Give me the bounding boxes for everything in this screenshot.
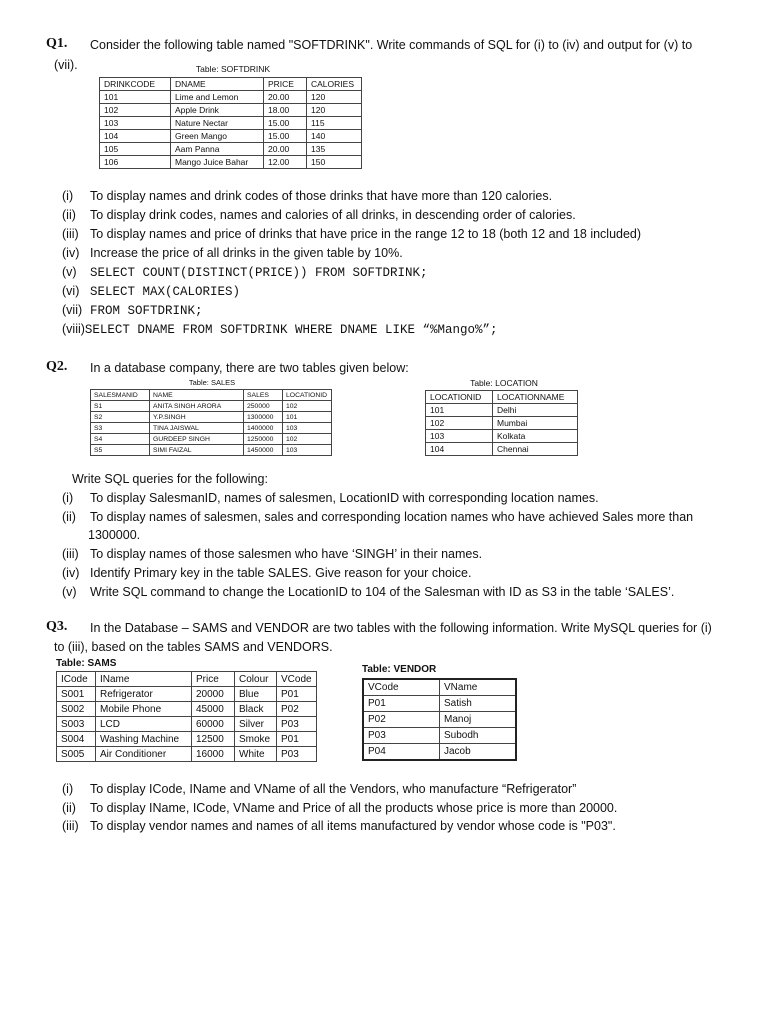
table-cell: GURDEEP SINGH xyxy=(150,434,244,445)
item-text: To display drink codes, names and calories of all drinks, in descending order of calories. xyxy=(90,208,576,222)
item-text: Write SQL command to change the LocationID to 104 of the Salesman with ID as S3 in the table ‘SALES’. xyxy=(90,585,675,599)
softdrink-table xyxy=(99,77,362,169)
table-cell: 104 xyxy=(426,443,493,456)
table-cell: P01 xyxy=(363,696,440,712)
item-label: (vi) xyxy=(62,284,80,298)
table-cell: 45000 xyxy=(192,702,235,717)
table-cell: 101 xyxy=(283,412,332,423)
table-row xyxy=(100,143,362,156)
table-header-row xyxy=(57,672,317,687)
table-row xyxy=(426,404,578,417)
q1-item-4 xyxy=(62,244,403,262)
q3-number: Q3. xyxy=(46,619,68,634)
table-cell: S5 xyxy=(91,445,150,456)
table-cell: S4 xyxy=(91,434,150,445)
table-cell: 1250000 xyxy=(244,434,283,445)
table-cell: TINA JAISWAL xyxy=(150,423,244,434)
table-cell: S001 xyxy=(57,687,96,702)
table-cell: Jacob xyxy=(440,744,517,761)
table-cell: ANITA SINGH ARORA xyxy=(150,401,244,412)
table-cell: 1300000 xyxy=(244,412,283,423)
q1-item-6 xyxy=(62,282,240,301)
table-cell: Apple Drink xyxy=(171,104,264,117)
q3-item-3 xyxy=(62,817,616,835)
table-cell: 115 xyxy=(307,117,362,130)
table-cell: 102 xyxy=(283,401,332,412)
column-header: SALESMANID xyxy=(91,390,150,401)
q1-item-5 xyxy=(62,263,428,282)
table-cell: 1450000 xyxy=(244,445,283,456)
q2-item-2-continued xyxy=(88,526,140,544)
item-text: To display names and price of drinks that have price in the range 12 to 18 (both 12 and 18 included) xyxy=(90,227,642,241)
location-table-title: Table: LOCATION xyxy=(470,378,538,388)
table-cell: S005 xyxy=(57,747,96,762)
table-cell: Mobile Phone xyxy=(96,702,192,717)
q2-item-3 xyxy=(62,545,482,563)
item-text: 1300000. xyxy=(88,528,141,542)
item-text: To display IName, ICode, VName and Price of all the products whose price is more than 20000. xyxy=(90,801,618,815)
table-cell: 102 xyxy=(100,104,171,117)
table-cell: Mumbai xyxy=(493,417,578,430)
column-header: LOCATIONNAME xyxy=(493,391,578,404)
item-text: FROM SOFTDRINK; xyxy=(90,304,203,318)
q3-intro-line1: In the Database – SAMS and VENDOR are two tables with the following information. Write MySQL queries for (i) xyxy=(90,621,712,635)
item-text: To display names of salesmen, sales and corresponding location names who have achieved Sales more than xyxy=(90,510,694,524)
table-cell: Delhi xyxy=(493,404,578,417)
table-row xyxy=(57,717,317,732)
column-header: VCode xyxy=(363,679,440,696)
item-label: (iii) xyxy=(62,819,79,833)
table-cell: 120 xyxy=(307,104,362,117)
column-header: IName xyxy=(96,672,192,687)
item-label: (ii) xyxy=(62,208,76,222)
table-row xyxy=(363,712,516,728)
table-cell: P03 xyxy=(277,717,317,732)
table-cell: S2 xyxy=(91,412,150,423)
table-cell: Silver xyxy=(235,717,277,732)
table-cell: 20.00 xyxy=(264,91,307,104)
table-cell: S002 xyxy=(57,702,96,717)
table-cell: P04 xyxy=(363,744,440,761)
table-cell: 103 xyxy=(426,430,493,443)
q2-item-5 xyxy=(62,583,674,601)
table-cell: P03 xyxy=(277,747,317,762)
table-header-row xyxy=(91,390,332,401)
table-cell: 16000 xyxy=(192,747,235,762)
table-cell: Manoj xyxy=(440,712,517,728)
table-cell: 18.00 xyxy=(264,104,307,117)
column-header: ICode xyxy=(57,672,96,687)
table-row xyxy=(100,91,362,104)
item-label: (ii) xyxy=(62,510,76,524)
item-label: (viii) xyxy=(62,322,85,336)
table-cell: 150 xyxy=(307,156,362,169)
table-row xyxy=(426,443,578,456)
q1-intro-line1: Consider the following table named "SOFTDRINK". Write commands of SQL for (i) to (iv) and output for (v) to xyxy=(90,38,693,52)
column-header: DNAME xyxy=(171,78,264,91)
column-header: PRICE xyxy=(264,78,307,91)
column-header: NAME xyxy=(150,390,244,401)
item-label: (i) xyxy=(62,782,74,796)
q1-item-1 xyxy=(62,187,552,205)
table-cell: 12500 xyxy=(192,732,235,747)
vendor-table-title: Table: VENDOR xyxy=(362,664,437,675)
table-cell: S004 xyxy=(57,732,96,747)
table-row xyxy=(57,732,317,747)
table-cell: Kolkata xyxy=(493,430,578,443)
table-header-row xyxy=(363,679,516,696)
table-cell: 102 xyxy=(426,417,493,430)
table-cell: 103 xyxy=(283,445,332,456)
table-cell: S1 xyxy=(91,401,150,412)
table-row xyxy=(100,117,362,130)
table-cell: Lime and Lemon xyxy=(171,91,264,104)
table-row xyxy=(91,434,332,445)
item-label: (ii) xyxy=(62,801,76,815)
table-cell: Black xyxy=(235,702,277,717)
table-cell: 12.00 xyxy=(264,156,307,169)
table-cell: SIMI FAIZAL xyxy=(150,445,244,456)
table-cell: Y.P.SINGH xyxy=(150,412,244,423)
table-header-row xyxy=(426,391,578,404)
item-text: To display names and drink codes of those drinks that have more than 120 calories. xyxy=(90,189,553,203)
item-label: (i) xyxy=(62,491,74,505)
q3-item-2 xyxy=(62,799,617,817)
table-cell: Mango Juice Bahar xyxy=(171,156,264,169)
item-label: (iii) xyxy=(62,547,79,561)
q2-item-1 xyxy=(62,489,599,507)
item-text: Increase the price of all drinks in the given table by 10%. xyxy=(90,246,403,260)
q3-intro-line2: to (iii), based on the tables SAMS and VENDORS. xyxy=(54,640,333,654)
table-cell: 103 xyxy=(283,423,332,434)
vendor-table xyxy=(362,678,517,761)
table-cell: P01 xyxy=(277,687,317,702)
table-row xyxy=(100,130,362,143)
column-header: CALORIES xyxy=(307,78,362,91)
table-row xyxy=(426,430,578,443)
q1-number: Q1. xyxy=(46,36,68,51)
table-cell: 101 xyxy=(100,91,171,104)
table-cell: Air Conditioner xyxy=(96,747,192,762)
table-cell: 102 xyxy=(283,434,332,445)
table-cell: 105 xyxy=(100,143,171,156)
table-cell: 120 xyxy=(307,91,362,104)
table-cell: 20.00 xyxy=(264,143,307,156)
table-cell: Smoke xyxy=(235,732,277,747)
column-header: VName xyxy=(440,679,517,696)
table-cell: 15.00 xyxy=(264,130,307,143)
column-header: DRINKCODE xyxy=(100,78,171,91)
item-text: To display SalesmanID, names of salesmen, LocationID with corresponding location names. xyxy=(90,491,599,505)
item-label: (iv) xyxy=(62,566,80,580)
table-row xyxy=(57,702,317,717)
table-cell: 140 xyxy=(307,130,362,143)
q1-item-3 xyxy=(62,225,641,243)
item-text: SELECT DNAME FROM SOFTDRINK WHERE DNAME LIKE “%Mango%”; xyxy=(84,323,498,337)
table-cell: 1400000 xyxy=(244,423,283,434)
item-label: (v) xyxy=(62,265,77,279)
table-cell: Subodh xyxy=(440,728,517,744)
table-row xyxy=(100,104,362,117)
table-row xyxy=(91,412,332,423)
table-cell: Satish xyxy=(440,696,517,712)
table-cell: 15.00 xyxy=(264,117,307,130)
table-row xyxy=(363,696,516,712)
q2-intro: In a database company, there are two tables given below: xyxy=(90,361,409,375)
item-label: (iv) xyxy=(62,246,80,260)
table-row xyxy=(57,687,317,702)
table-header-row xyxy=(100,78,362,91)
q2-item-4 xyxy=(62,564,471,582)
item-text: SELECT COUNT(DISTINCT(PRICE)) FROM SOFTDRINK; xyxy=(90,266,428,280)
table-cell: Washing Machine xyxy=(96,732,192,747)
table-cell: P02 xyxy=(277,702,317,717)
table-row xyxy=(91,401,332,412)
item-label: (vii) xyxy=(62,303,83,317)
table-cell: 135 xyxy=(307,143,362,156)
sams-table xyxy=(56,671,317,762)
sales-table-title: Table: SALES xyxy=(188,378,236,387)
column-header: Price xyxy=(192,672,235,687)
table-cell: White xyxy=(235,747,277,762)
table-row xyxy=(100,156,362,169)
table-row xyxy=(426,417,578,430)
item-label: (iii) xyxy=(62,227,79,241)
table-cell: Chennai xyxy=(493,443,578,456)
table-cell: 20000 xyxy=(192,687,235,702)
item-text: To display vendor names and names of all items manufactured by vendor whose code is "P03". xyxy=(90,819,616,833)
table-cell: Green Mango xyxy=(171,130,264,143)
table-cell: 101 xyxy=(426,404,493,417)
table-cell: Blue xyxy=(235,687,277,702)
table-row xyxy=(363,744,516,761)
q1-item-2 xyxy=(62,206,576,224)
q2-write-queries: Write SQL queries for the following: xyxy=(72,472,268,486)
table-cell: 104 xyxy=(100,130,171,143)
item-label: (v) xyxy=(62,585,77,599)
q1-intro-line2: (vii). xyxy=(54,58,78,72)
table-row xyxy=(57,747,317,762)
column-header: VCode xyxy=(277,672,317,687)
q3-item-1 xyxy=(62,780,576,798)
table-row xyxy=(91,445,332,456)
table-cell: 60000 xyxy=(192,717,235,732)
table-row xyxy=(91,423,332,434)
item-text: To display ICode, IName and VName of all the Vendors, who manufacture “Refrigerator” xyxy=(90,782,577,796)
table-cell: Aam Panna xyxy=(171,143,264,156)
column-header: LOCATIONID xyxy=(426,391,493,404)
item-label: (i) xyxy=(62,189,74,203)
table-cell: Refrigerator xyxy=(96,687,192,702)
q1-item-7 xyxy=(62,301,203,320)
table-row xyxy=(363,728,516,744)
table-cell: Nature Nectar xyxy=(171,117,264,130)
table-cell: P01 xyxy=(277,732,317,747)
q1-item-8 xyxy=(62,320,498,339)
table-cell: P02 xyxy=(363,712,440,728)
column-header: Colour xyxy=(235,672,277,687)
item-text: SELECT MAX(CALORIES) xyxy=(90,285,241,299)
item-text: To display names of those salesmen who have ‘SINGH’ in their names. xyxy=(90,547,483,561)
table-cell: P03 xyxy=(363,728,440,744)
column-header: LOCATIONID xyxy=(283,390,332,401)
column-header: SALES xyxy=(244,390,283,401)
table-cell: 250000 xyxy=(244,401,283,412)
table-cell: 103 xyxy=(100,117,171,130)
table-cell: S003 xyxy=(57,717,96,732)
sams-table-title: Table: SAMS xyxy=(56,658,117,669)
item-text: Identify Primary key in the table SALES. Give reason for your choice. xyxy=(90,566,472,580)
table-cell: 106 xyxy=(100,156,171,169)
location-table xyxy=(425,390,578,456)
sales-table xyxy=(90,389,332,456)
table-cell: S3 xyxy=(91,423,150,434)
softdrink-table-title: Table: SOFTDRINK xyxy=(195,64,271,74)
q2-number: Q2. xyxy=(46,359,68,374)
table-cell: LCD xyxy=(96,717,192,732)
q2-item-2 xyxy=(62,508,693,526)
